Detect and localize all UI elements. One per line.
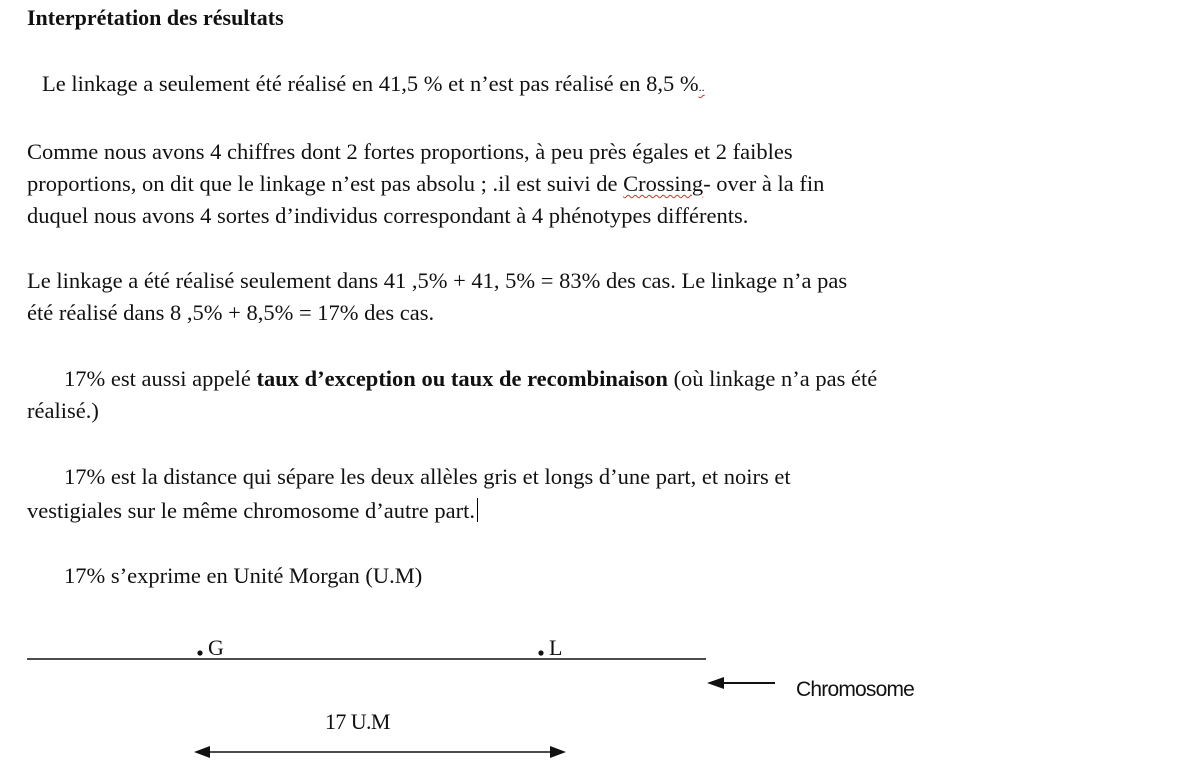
paragraph-calculation-line-2: été réalisé dans 8 ,5% + 8,5% = 17% des cas. (27, 300, 435, 325)
gene-g-label: G (208, 635, 224, 660)
spellcheck-flag: .. (698, 80, 705, 94)
paragraph-proportions-line-2-start: proportions, on dit que le linkage n’est pas absolu ; .il est suivi de (27, 171, 624, 196)
paragraph-morgan-unit: 17% s’exprime en Unité Morgan (U.M) (64, 563, 423, 588)
chromosome-label: Chromosome (796, 678, 915, 701)
paragraph-recombination-line-2: réalisé.) (27, 398, 99, 423)
paragraph-proportions-line-1: Comme nous avons 4 chiffres dont 2 fortes proportions, à peu près égales et 2 faibles (27, 139, 793, 164)
spellcheck-word-crossing: Crossing (623, 171, 704, 196)
section-heading: Interprétation des résultats (27, 5, 284, 30)
gene-g-dot (197, 650, 202, 655)
paragraph-proportions-line-3: duquel nous avons 4 sortes d’individus correspondant à 4 phénotypes différents. (27, 203, 749, 228)
gene-l-dot (538, 650, 543, 655)
paragraph-proportions-line-2-end: - over à la fin (703, 171, 825, 196)
paragraph-recombination-end: (où linkage n’a pas été (667, 366, 878, 391)
paragraph-distance-line-1: 17% est la distance qui sépare les deux allèles gris et longs d’une part, et noirs et (64, 464, 791, 489)
paragraph-linkage-percent-text: Le linkage a seulement été réalisé en 41,5 % et n’est pas réalisé en 8,5 % (42, 71, 699, 96)
paragraph-calculation-line-1: Le linkage a été réalisé seulement dans 41 ,5% + 41, 5% = 83% des cas. Le linkage n’a pas (27, 268, 848, 293)
paragraph-recombination-start: 17% est aussi appelé (64, 366, 257, 391)
gene-l-label: L (549, 635, 563, 660)
distance-arrow-left-head (194, 746, 210, 758)
distance-label: 17 U.M (325, 709, 390, 734)
distance-arrow-right-head (550, 746, 566, 758)
paragraph-distance-line-2-text: vestigiales sur le même chromosome d’autre part. (27, 498, 475, 523)
chromosome-pointer-arrowhead (707, 677, 724, 689)
recombination-term: taux d’exception ou taux de recombinaison (256, 366, 668, 391)
